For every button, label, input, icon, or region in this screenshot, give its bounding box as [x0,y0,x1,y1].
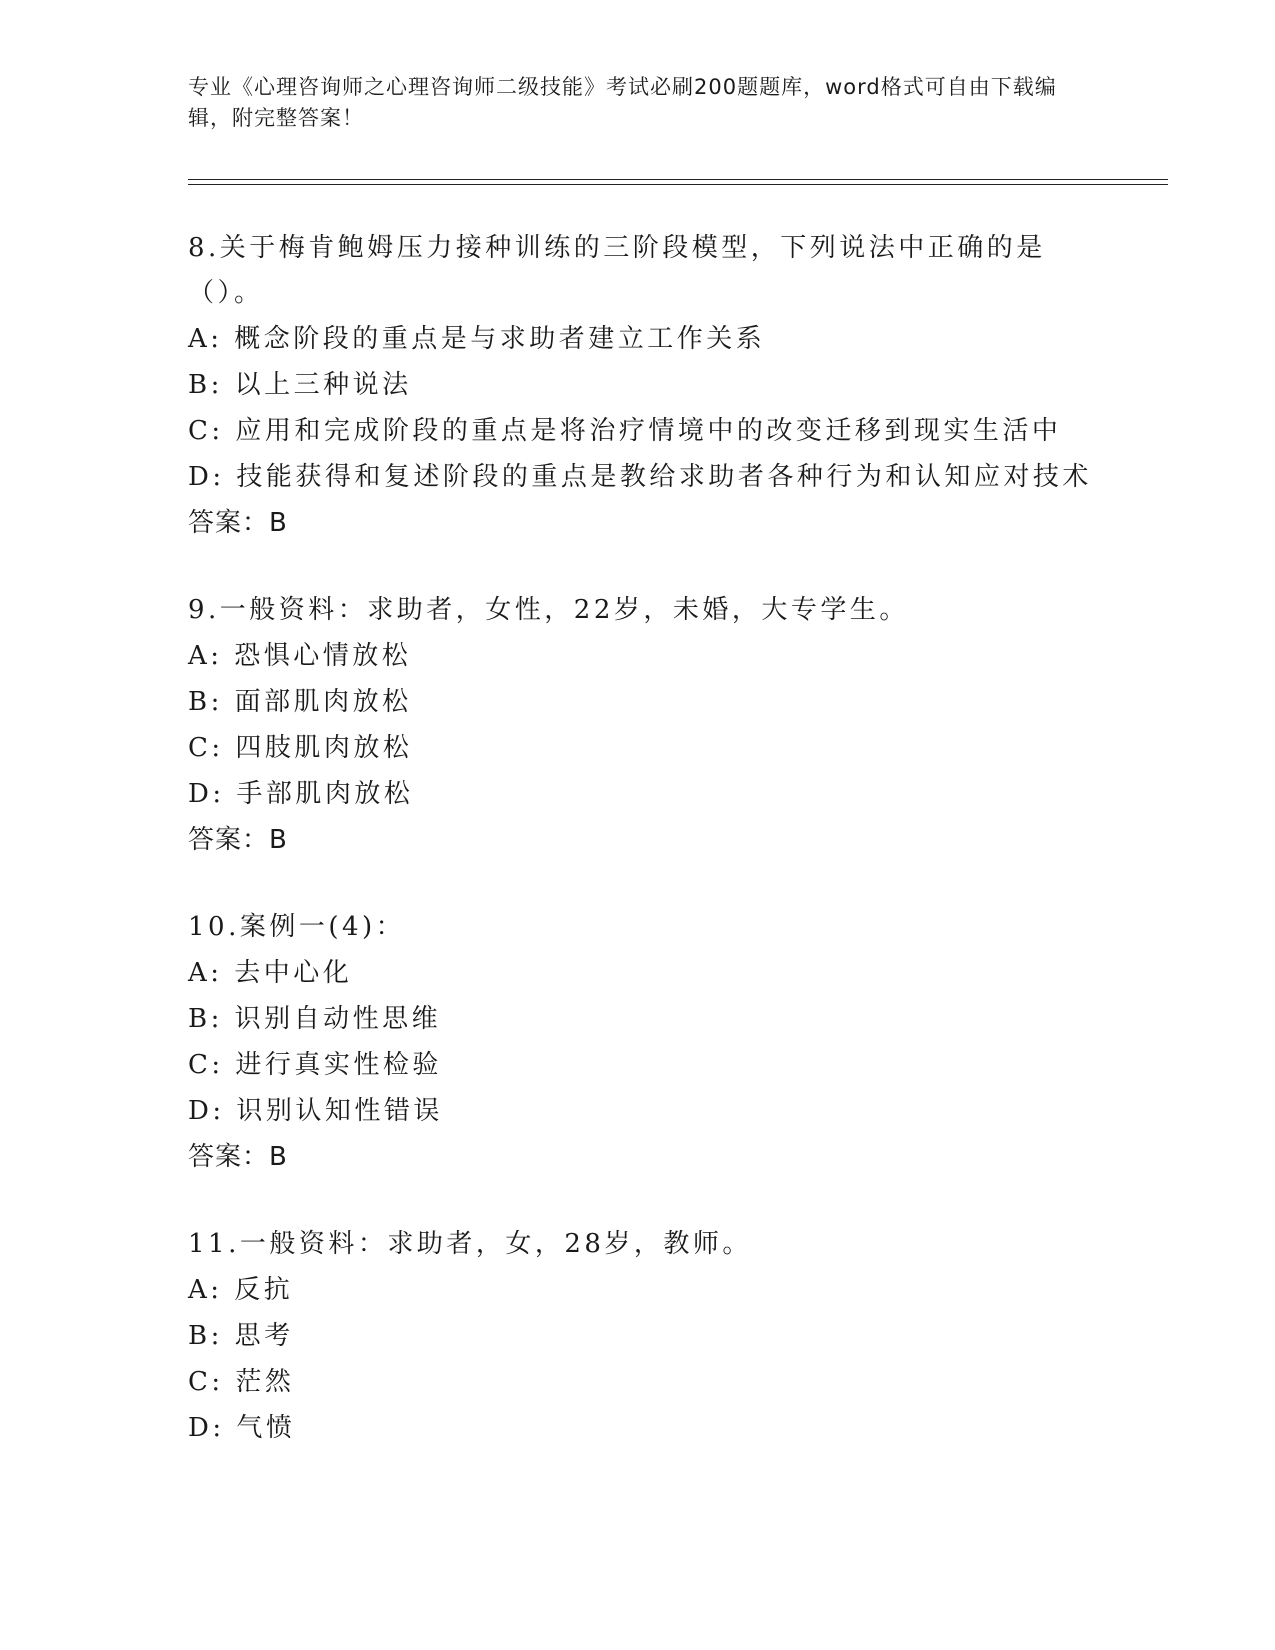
question-stem: 8.关于梅肯鲍姆压力接种训练的三阶段模型，下列说法中正确的是（）。 [188,233,1046,308]
option-a: A: 概念阶段的重点是与求助者建立工作关系 [188,324,766,354]
option-a: A: 反抗 [188,1275,294,1305]
option-a: A: 恐惧心情放松 [188,641,412,671]
option-c: C: 四肢肌肉放松 [188,733,413,763]
option-b: B: 思考 [188,1321,294,1351]
question-8 [188,226,1168,546]
question-stem: 10.案例一(4)： [188,912,406,942]
option-c: C: 茫然 [188,1367,295,1397]
option-a: A: 去中心化 [188,958,353,988]
document-header: 专业《心理咨询师之心理咨询师二级技能》考试必刷200题题库，word格式可自由下载编辑，附完整答案！ [188,75,1057,130]
option-c: C: 应用和完成阶段的重点是将治疗情境中的改变迁移到现实生活中 [188,416,1062,446]
option-d: D: 识别认知性错误 [188,1096,443,1126]
question-11 [188,1222,1168,1451]
option-d: D: 气愤 [188,1413,296,1443]
option-b: B: 识别自动性思维 [188,1004,442,1034]
question-list [188,226,1168,1493]
question-9 [188,588,1168,863]
option-b: B: 以上三种说法 [188,370,412,400]
answer-line: 答案：B [188,825,288,855]
header-divider-top [188,179,1168,180]
question-10 [188,905,1168,1180]
answer-line: 答案：B [188,1142,288,1172]
option-c: C: 进行真实性检验 [188,1050,442,1080]
question-stem: 9.一般资料：求助者，女性，22岁，未婚，大专学生。 [188,595,909,625]
option-b: B: 面部肌肉放松 [188,687,412,717]
option-d: D: 技能获得和复述阶段的重点是教给求助者各种行为和认知应对技术 [188,462,1092,492]
option-d: D: 手部肌肉放松 [188,779,414,809]
answer-line: 答案：B [188,508,288,538]
header-divider-bottom [188,184,1168,185]
question-stem: 11.一般资料：求助者，女，28岁，教师。 [188,1229,752,1259]
